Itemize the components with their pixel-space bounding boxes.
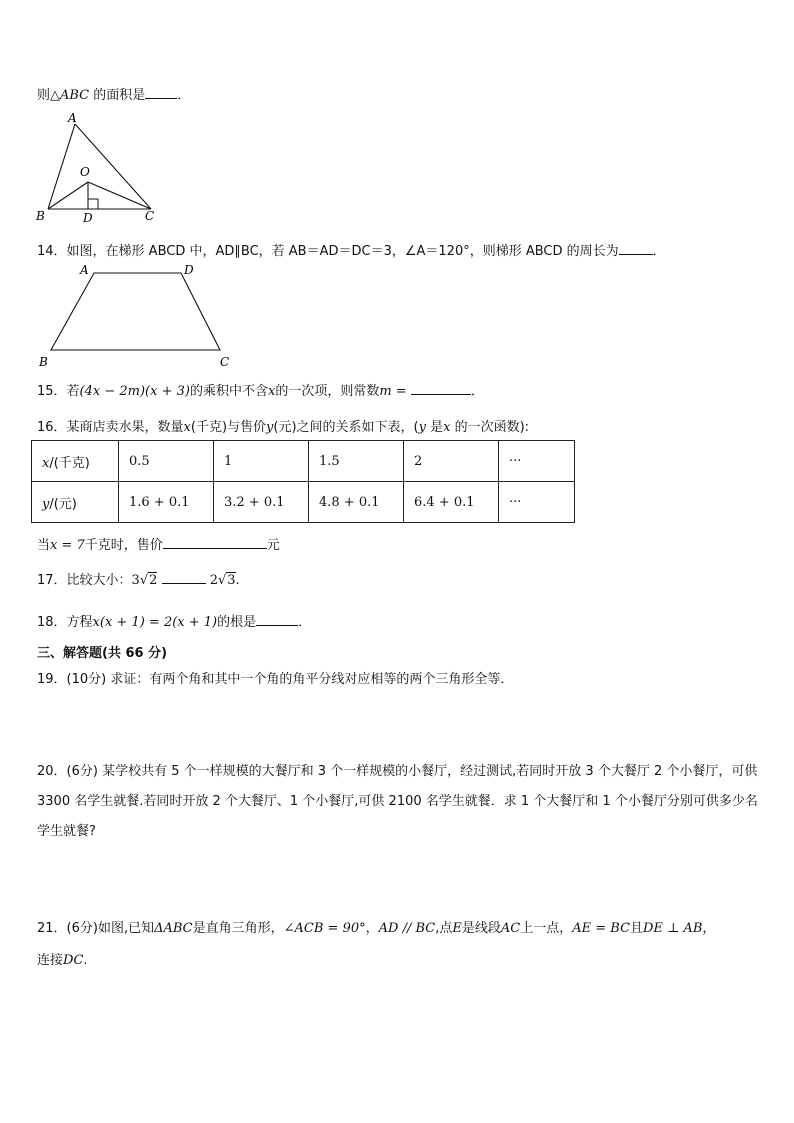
label-b: B: [36, 209, 45, 223]
triangle-abc-figure: [30, 112, 165, 224]
answer-blank: [145, 86, 177, 99]
table-cell: 4.8 + 0.1: [309, 482, 404, 523]
row-label-x: x/(千克): [32, 441, 119, 482]
sqrt-sign: √: [217, 573, 227, 588]
q19-line: 19．(10分) 求证：有两个角和其中一个角的角平分线对应相等的两个三角形全等．: [37, 672, 514, 687]
answer-blank: [411, 382, 471, 395]
trapezoid-shape: [51, 273, 220, 350]
side-ab: [48, 124, 75, 209]
label-a: A: [80, 263, 89, 277]
q16-line: 16．某商店卖水果，数量x(千克)与售价y(元)之间的关系如下表，(y 是x 的一次函数):: [37, 420, 530, 435]
label-d: D: [83, 211, 93, 224]
label-a: A: [68, 112, 77, 125]
row-label-y: y/(元): [32, 482, 119, 523]
label-b: B: [39, 355, 48, 369]
segment-ob: [48, 182, 88, 209]
q16-answer-line: 当x = 7千克时，售价 元: [37, 538, 280, 553]
label-d: D: [184, 263, 194, 277]
q15-line: 15．若(4x − 2m)(x + 3)的乘积中不含x的一次项，则常数m = ．: [37, 384, 484, 399]
table-cell: 1.5: [309, 441, 404, 482]
label-c: C: [220, 355, 230, 369]
table-row: [32, 441, 575, 482]
right-angle-mark: [88, 199, 98, 209]
table-cell: ···: [499, 482, 575, 523]
label-c: C: [145, 209, 155, 223]
label-o: O: [80, 165, 90, 179]
section-title: 三、解答题(共 66 分): [37, 646, 168, 661]
table-cell: ···: [499, 441, 575, 482]
table-row: [32, 482, 575, 523]
q18-line: 18．方程x(x + 1) = 2(x + 1)的根是 ．: [37, 615, 312, 630]
table-cell: 2: [404, 441, 499, 482]
table-cell: 1.6 + 0.1: [119, 482, 214, 523]
table-cell: 6.4 + 0.1: [404, 482, 499, 523]
q21-line: 21．(6分)如图,已知ΔABC是直角三角形，∠ACB = 90°，AD // BC,点E是线段AC上一点，AE = BC且DE ⊥ AB，: [37, 921, 716, 936]
answer-blank: [619, 242, 653, 255]
q14-line: 14．如图，在梯形 ABCD 中，AD∥BC，若 AB＝AD＝DC＝3，∠A＝120°，则梯形 ABCD 的周长为 ．: [37, 244, 666, 259]
answer-blank: [162, 571, 206, 584]
table-cell: 1: [214, 441, 309, 482]
trapezoid-abcd-figure: [36, 260, 236, 372]
price-table: [31, 440, 575, 523]
q13-line: 则△ABC 的面积是 ．: [37, 88, 191, 103]
answer-blank: [163, 536, 267, 549]
sqrt-sign: √: [139, 573, 149, 588]
q21-line-2: 连接DC.: [37, 953, 88, 968]
answer-blank: [256, 613, 298, 626]
table-cell: 0.5: [119, 441, 214, 482]
q20-paragraph: 20．(6分) 某学校共有 5 个一样规模的大餐厅和 3 个一样规模的小餐厅，经过测试,若同时开放 3 个大餐厅 2 个小餐厅，可供 3300 名学生就餐.若同时开放 2 个大餐厅、1 个小餐厅,可供 2100 名学生就餐．求 1 个大餐厅和 1 个小餐厅分别可供多少名学生就餐?: [37, 764, 758, 839]
q17-line: 17．比较大小：3√2 2√3.: [37, 573, 240, 588]
segment-oc: [88, 182, 151, 209]
table-cell: 3.2 + 0.1: [214, 482, 309, 523]
